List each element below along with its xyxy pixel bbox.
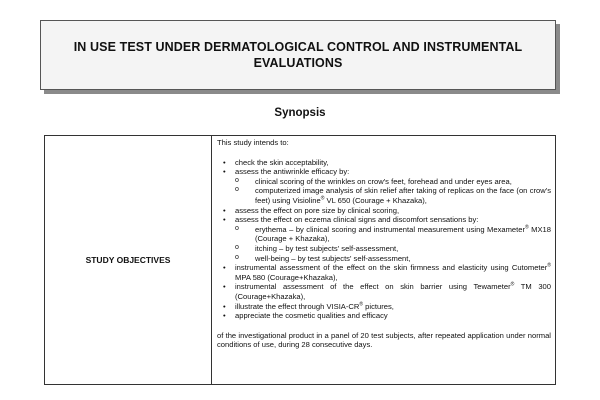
list-item-text: MPA 580 (Courage+Khazaka), bbox=[235, 272, 338, 282]
document-title-line-1: IN USE TEST UNDER DERMATOLOGICAL CONTROL AND INSTRUMENTAL bbox=[73, 40, 523, 54]
document-title-line-2: EVALUATIONS bbox=[253, 56, 343, 70]
objectives-outro: of the investigational product in a panel of 20 test subjects, after repeated application under normal conditions of use, during 28 consecutive days. bbox=[217, 330, 551, 350]
registered-mark: ® bbox=[510, 281, 515, 288]
row-label: STUDY OBJECTIVES bbox=[85, 255, 171, 265]
list-item-text: illustrate the effect through VISIA-CR bbox=[235, 301, 360, 311]
sub-list-item-text: well-being – by test subjects' self-assessment, bbox=[255, 253, 411, 263]
list-item-text: instrumental assessment of the effect on skin barrier using Tewameter bbox=[235, 282, 511, 292]
synopsis-heading: Synopsis bbox=[274, 107, 326, 119]
list-item bbox=[217, 263, 551, 282]
sub-list-item-text: computerized image analysis of skin relief after taking of replicas on the face (on crow's feet) using Visioline bbox=[255, 186, 551, 205]
list-item bbox=[217, 215, 551, 263]
objectives-cell bbox=[212, 136, 555, 384]
synopsis-table bbox=[44, 135, 556, 385]
list-item bbox=[217, 302, 551, 312]
sub-list-item-text: itching – by test subjects' self-assessment, bbox=[255, 243, 399, 253]
list-item-text: check the skin acceptability, bbox=[235, 157, 329, 167]
sub-list-item-text: MX18 (Courage + Khazaka), bbox=[255, 224, 551, 244]
sub-list-item bbox=[217, 186, 551, 205]
sub-list-item-text: clinical scoring of the wrinkles on crow's feet, forehead and under eyes area, bbox=[255, 176, 512, 186]
registered-mark: ® bbox=[359, 300, 364, 307]
objectives-intro: This study intends to: bbox=[217, 138, 289, 147]
sub-list-item bbox=[217, 177, 551, 187]
document-title-box bbox=[40, 20, 556, 90]
list-item-text: pictures, bbox=[363, 301, 394, 311]
list-item-text: assess the effect on pore size by clinical scoring, bbox=[235, 205, 400, 215]
sub-list bbox=[235, 177, 551, 206]
registered-mark: ® bbox=[320, 195, 325, 202]
sub-list-item bbox=[217, 244, 551, 254]
sub-list-item-text: erythema – by clinical scoring and instrumental measurement using Mexameter bbox=[255, 224, 525, 234]
sub-list bbox=[235, 225, 551, 263]
registered-mark: ® bbox=[525, 224, 529, 231]
sub-list-item-text: VL 650 (Courage + Khazaka), bbox=[324, 195, 427, 205]
sub-list-item bbox=[217, 225, 551, 244]
document-title bbox=[74, 39, 523, 71]
list-item bbox=[217, 206, 551, 216]
list-item bbox=[217, 167, 551, 205]
sub-list-item bbox=[217, 254, 551, 264]
row-label-cell bbox=[45, 136, 212, 384]
list-item-text: appreciate the cosmetic qualities and efficacy bbox=[235, 311, 388, 321]
list-item-text: assess the antiwrinkle efficacy by: bbox=[235, 167, 350, 177]
list-item-text: TM 300 (Courage+Khazaka), bbox=[235, 282, 552, 301]
objectives-list bbox=[217, 158, 551, 321]
list-item bbox=[217, 282, 551, 301]
list-item bbox=[217, 311, 551, 321]
list-item bbox=[217, 158, 551, 168]
registered-mark: ® bbox=[547, 262, 551, 269]
list-item-text: assess the effect on eczema clinical signs and discomfort sensations by: bbox=[235, 215, 479, 225]
list-item-text: instrumental assessment of the effect on the skin firmness and elasticity using Cutometer bbox=[235, 263, 548, 273]
